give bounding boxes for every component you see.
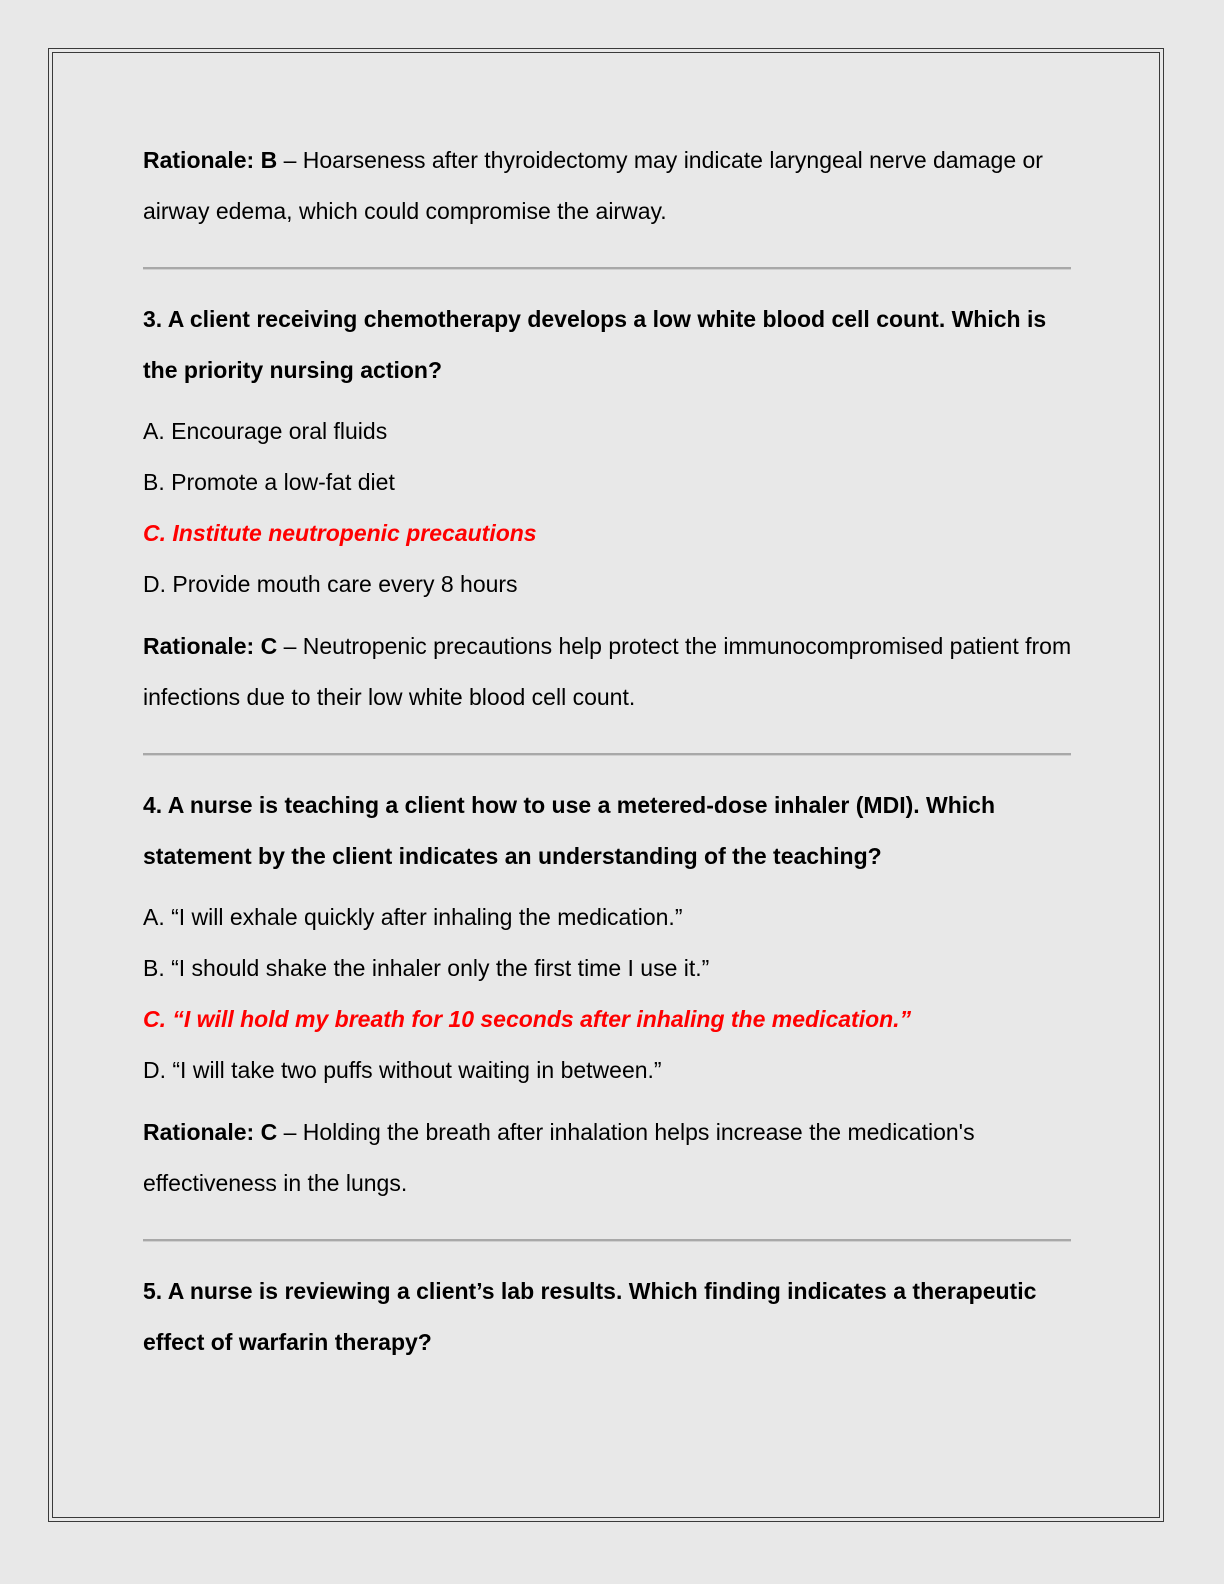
page-content bbox=[143, 135, 1073, 1368]
question-5 bbox=[143, 1266, 1073, 1368]
question-4 bbox=[143, 780, 1073, 1209]
rationale-dash: – bbox=[277, 633, 303, 659]
option-c-correct: C. “I will hold my breath for 10 seconds after inhaling the medication.” bbox=[143, 1006, 912, 1032]
question-3 bbox=[143, 294, 1073, 723]
option-c-correct: C. Institute neutropenic precautions bbox=[143, 520, 537, 546]
question-stem: 4. A nurse is teaching a client how to use a metered-dose inhaler (MDI). Which statement by the client indicates an understanding of the teaching? bbox=[143, 792, 996, 869]
rationale bbox=[143, 1107, 1073, 1209]
option-d: D. “I will take two puffs without waiting in between.” bbox=[143, 1057, 662, 1083]
rationale-label: Rationale: B bbox=[143, 147, 278, 173]
rationale-text: Neutropenic precautions help protect the immunocompromised patient from infections due to their low white blood cell count. bbox=[143, 633, 1072, 710]
option-a: A. “I will exhale quickly after inhaling the medication.” bbox=[143, 904, 683, 930]
question-stem: 3. A client receiving chemotherapy develops a low white blood cell count. Which is the priority nursing action? bbox=[143, 306, 1047, 383]
rationale-dash: – bbox=[277, 1119, 303, 1145]
rationale bbox=[143, 621, 1073, 723]
rationale-text: Hoarseness after thyroidectomy may indicate laryngeal nerve damage or airway edema, which could compromise the airway. bbox=[143, 147, 1043, 224]
option-a: A. Encourage oral fluids bbox=[143, 418, 388, 444]
rationale-label: Rationale: C bbox=[143, 633, 278, 659]
option-d: D. Provide mouth care every 8 hours bbox=[143, 571, 518, 597]
question-stem: 5. A nurse is reviewing a client’s lab results. Which finding indicates a therapeutic effect of warfarin therapy? bbox=[143, 1278, 1037, 1355]
option-b: B. “I should shake the inhaler only the first time I use it.” bbox=[143, 955, 710, 981]
rationale-prev bbox=[143, 135, 1073, 237]
rationale-dash: – bbox=[277, 147, 303, 173]
rationale-label: Rationale: C bbox=[143, 1119, 278, 1145]
option-b: B. Promote a low-fat diet bbox=[143, 469, 395, 495]
rationale-text: Holding the breath after inhalation helps increase the medication's effectiveness in the lungs. bbox=[143, 1119, 975, 1196]
